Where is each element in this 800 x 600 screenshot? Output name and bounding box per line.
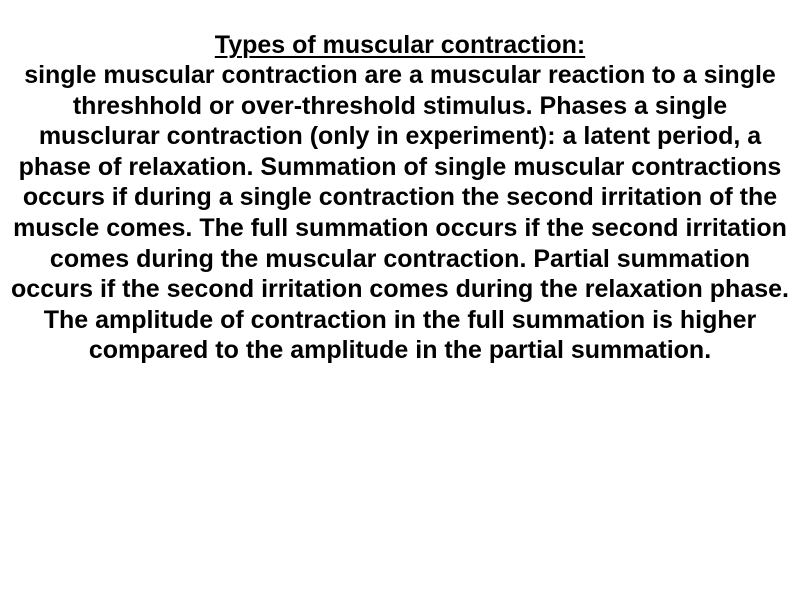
slide-body-text: single muscular contraction are a muscular reaction to a single threshhold or over-threshold stimulus. Phases a single musclurar contraction (only in experiment): a latent period, a phase of relaxation. Summation of single muscular contractions occurs if during a single contraction the second irritation of the muscle comes. The full summation occurs if the second irritation comes during the muscular contraction. Partial summation occurs if the second irritation comes during the relaxation phase. The amplitude of contraction in the full summation is higher compared to the amplitude in the partial summation.: [11, 61, 789, 365]
slide-title: Types of muscular contraction:: [214, 31, 586, 59]
